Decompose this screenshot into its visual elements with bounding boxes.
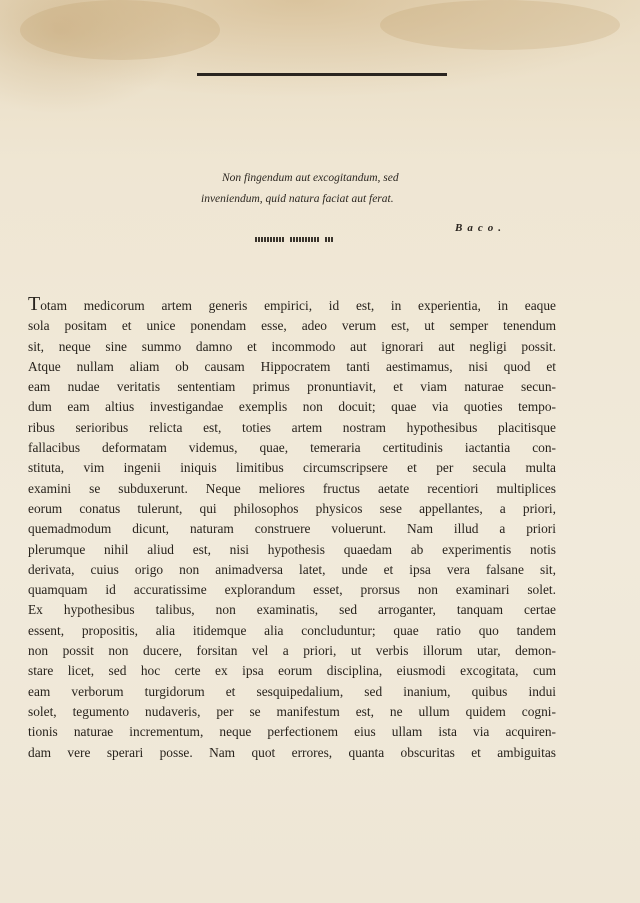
text-line: stare licet, sed hoc certe ex ipsa eorum disciplina, eiusmodi excogitata, cum <box>28 663 556 679</box>
motto-line: Non fingendum aut excogitandum, sed <box>222 172 399 184</box>
motto-line: inveniendum, quid natura faciat aut ferat. <box>201 193 394 205</box>
paper-stain <box>380 0 620 50</box>
text-line: examini se subduxerunt. Neque meliores fructus aetate recentiori multiplices <box>28 480 556 496</box>
text-line: dam vere sperari posse. Nam quot errores, quanta obscuritas et ambiguitas <box>28 744 556 760</box>
text-line: sit, neque sine summo damno et incommodo aut ignorari aut negligi possit. <box>28 338 556 354</box>
text-line: Totam medicorum artem generis empirici, id est, in experientia, in eaque <box>28 293 556 315</box>
text-line: stituta, vim ingenii iniquis limitibus circumscripsere et per secula multa <box>28 460 556 476</box>
text-line: quemadmodum dicunt, naturam construere voluerunt. Nam illud a priori <box>28 521 556 537</box>
text-line: solet, tegumento nudaveris, per se manifestum est, ne ullum quidem cogni- <box>28 703 556 719</box>
text-line: Atque nullam aliam ob causam Hippocratem tanti aestimamus, nisi quod et <box>28 358 556 374</box>
text-line: non possit non ducere, forsitan vel a priori, ut verbis illorum utar, demon- <box>28 643 556 659</box>
header-rule <box>197 73 447 76</box>
text-line: sola positam et unice ponendam esse, adeo verum est, ut semper tenendum <box>28 318 556 334</box>
text-line: tionis naturae incrementum, neque perfectionem eius ullam ista via acquiren- <box>28 724 556 740</box>
text-line: eorum conatus tulerunt, qui philosophos physicos sese appellantes, a priori, <box>28 500 556 516</box>
text-line: eam verborum turgidorum et sesquipedalium, sed inanium, quibus indui <box>28 683 556 699</box>
body-text <box>28 293 556 763</box>
text-line: Ex hypothesibus talibus, non examinatis, sed arroganter, tanquam certae <box>28 602 556 618</box>
drop-cap: T <box>28 293 41 315</box>
text-line: derivata, cuius origo non animadversa latet, unde et ipsa vera falsane sit, <box>28 561 556 577</box>
paper-stain <box>20 0 220 60</box>
ornament-divider <box>255 237 335 245</box>
text-line: quamquam id accuratissime explorandum esset, prorsus non examinari solet. <box>28 582 556 598</box>
text-line: dum eam altius investigandae exemplis non docuit; quae via quoties tempo- <box>28 399 556 415</box>
motto-attribution: Baco. <box>455 222 506 234</box>
text-line: eam nudae veritatis sententiam primus pronuntiavit, et viam naturae secun- <box>28 379 556 395</box>
text-line: essent, propositis, alia itidemque alia concluduntur; quae ratio quo tandem <box>28 622 556 638</box>
text-line: plerumque nihil aliud est, nisi hypothesis quaedam ab experimentis notis <box>28 541 556 557</box>
motto-epigraph <box>0 168 640 210</box>
text-line: fallacibus deformatam videmus, quae, temeraria certitudinis iactantia con- <box>28 440 556 456</box>
text-line: ribus serioribus relicta est, toties artem nostram hypothesibus placitisque <box>28 419 556 435</box>
